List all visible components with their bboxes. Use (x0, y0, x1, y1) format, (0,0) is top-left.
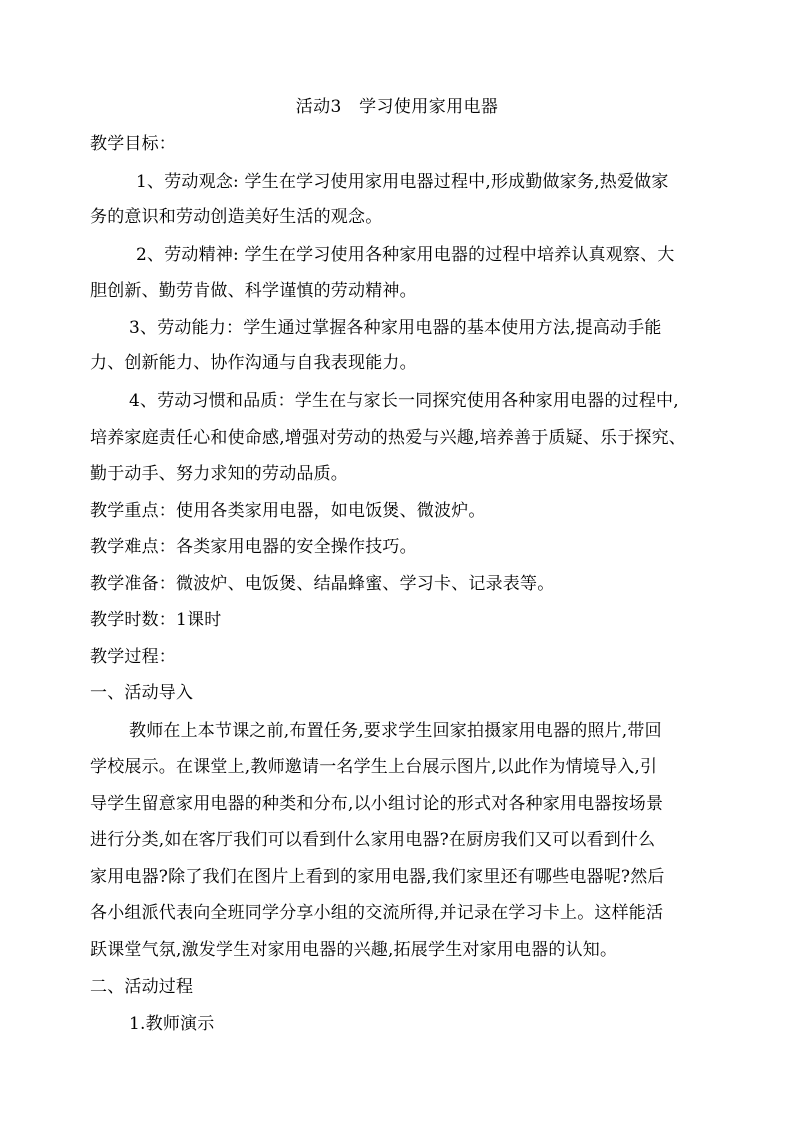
paragraph-line: 勤于动手、努力求知的劳动品质。 (90, 464, 348, 484)
paragraph-line: 务的意识和劳动创造美好生活的观念。 (90, 207, 383, 227)
paragraph-line: 2、劳动精神: 学生在学习使用各种家用电器的过程中培养认真观察、大 (136, 245, 675, 265)
teaching-difficulty: 教学难点：各类家用电器的安全操作技巧。 (90, 537, 417, 557)
paragraph-line: 3、劳动能力：学生通过掌握各种家用电器的基本使用方法,提高动手能 (129, 318, 662, 338)
teaching-hours: 教学时数：1课时 (90, 610, 222, 630)
section-heading: 二、活动过程 (90, 977, 194, 997)
document-title: 活动3 学习使用家用电器 (295, 97, 499, 117)
teaching-preparation: 教学准备：微波炉、电饭煲、结晶蜂蜜、学习卡、记录表等。 (90, 574, 555, 594)
paragraph-line: 胆创新、勤劳肯做、科学谨慎的劳动精神。 (90, 281, 417, 301)
teaching-focus: 教学重点：使用各类家用电器，如电饭煲、微波炉。 (90, 501, 486, 521)
paragraph-line: 导学生留意家用电器的种类和分布,以小组讨论的形式对各种家用电器按场景 (90, 794, 664, 814)
paragraph-line: 学校展示。在课堂上,教师邀请一名学生上台展示图片,以此作为情境导入,引 (90, 757, 658, 777)
teaching-process-heading: 教学过程： (90, 647, 176, 667)
paragraph-line: 4、劳动习惯和品质：学生在与家长一同探究使用各种家用电器的过程中, (129, 391, 679, 411)
paragraph-line: 教师在上本节课之前,布置任务,要求学生回家拍摄家用电器的照片,带回 (129, 721, 662, 741)
paragraph-line: 培养家庭责任心和使命感,增强对劳动的热爱与兴趣,培养善于质疑、乐于探究、 (90, 428, 687, 448)
paragraph-line: 1、劳动观念: 学生在学习使用家用电器过程中,形成勤做家务,热爱做家 (136, 172, 669, 192)
paragraph-line: 家用电器?除了我们在图片上看到的家用电器,我们家里还有哪些电器呢?然后 (90, 867, 665, 887)
section-heading: 一、活动导入 (90, 683, 194, 703)
subsection-heading: 1.教师演示 (129, 1014, 215, 1034)
paragraph-line: 各小组派代表向全班同学分享小组的交流所得,并记录在学习卡上。这样能活 (90, 903, 664, 923)
paragraph-line: 力、创新能力、协作沟通与自我表现能力。 (90, 353, 417, 373)
heading-teaching-goals: 教学目标： (90, 134, 176, 154)
paragraph-line: 进行分类,如在客厅我们可以看到什么家用电器?在厨房我们又可以看到什么 (90, 830, 656, 850)
paragraph-line: 跃课堂气氛,激发学生对家用电器的兴趣,拓展学生对家用电器的认知。 (90, 940, 618, 960)
